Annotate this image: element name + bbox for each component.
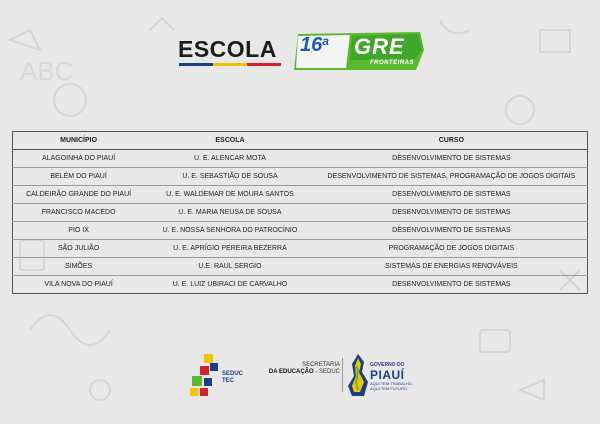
cell-curso: DESENVOLVIMENTO DE SISTEMAS [316,204,588,222]
gre-label: GRE [354,34,405,59]
cell-escola: U. E. ALENCAR MOTA [144,150,316,168]
cell-curso: PROGRAMAÇÃO DE JOGOS DIGITAIS [316,240,588,258]
cell-municipio: PIO IX [13,222,145,240]
cell-escola: U. E. LUIZ UBIRACI DE CARVALHO [144,276,316,294]
footer-divider [342,358,343,392]
cell-curso: SISTEMAS DE ENERGIAS RENOVÁVEIS [316,258,588,276]
cell-escola: U. E. MARIA NEUSA DE SOUSA [144,204,316,222]
table-row [13,240,588,258]
header-municipio: MUNICÍPIO [13,132,145,150]
cell-curso: DESENVOLVIMENTO DE SISTEMAS [316,276,588,294]
table-row [13,276,588,294]
cell-curso: DESENVOLVIMENTO DE SISTEMAS [316,150,588,168]
gre-sublabel: FRONTEIRAS [370,60,414,66]
table-row [13,186,588,204]
cell-municipio: VILA NOVA DO PIAUÍ [13,276,145,294]
footer-logos [0,350,600,410]
table-row [13,222,588,240]
escola-underline [179,63,281,66]
cell-escola: U.E. RAUL SERGIO [144,258,316,276]
gre-number: 16$^a$ [300,34,329,56]
cell-municipio: BELÉM DO PIAUÍ [13,168,145,186]
table-row [13,150,588,168]
governo-do-label: GOVERNO DO [370,362,405,368]
cell-escola: U. E. APRÍGIO PEREIRA BEZERRA [144,240,316,258]
cell-curso: DESENVOLVIMENTO DE SISTEMAS [316,222,588,240]
piaui-label: PIAUÍ [370,368,405,382]
cell-municipio: CALDEIRÃO GRANDE DO PIAUÍ [13,186,145,204]
header-logo [0,30,600,74]
table-row [13,204,588,222]
secretaria-educacao-label: SECRETARIA DA EDUCAÇÃO - SEDUC [268,362,340,375]
svg-text:ABC: ABC [20,56,74,86]
cell-escola: U. E. NOSSA SENHORA DO PATROCÍNIO [144,222,316,240]
cell-municipio: FRANCISCO MACEDO [13,204,145,222]
seduc-tec-label: SEDUC TEC [222,371,244,384]
cell-municipio: ALAGOINHA DO PIAUÍ [13,150,145,168]
table-header-row [13,132,588,150]
seduc-tec-logo-icon [186,352,222,398]
header-escola: ESCOLA [144,132,316,150]
table-row [13,168,588,186]
cell-municipio: SÃO JULIÃO [13,240,145,258]
piaui-map-icon [346,352,370,398]
header-curso: CURSO [316,132,588,150]
cell-escola: U. E. WALDEMAR DE MOURA SANTOS [144,186,316,204]
piaui-slogan: AQUI TEM TRABALHO, AQUI TEM FUTURO. [370,381,413,391]
escola-logo-text: ESCOLA [178,36,277,62]
table-row [13,258,588,276]
schools-table [12,131,588,294]
cell-curso: DESENVOLVIMENTO DE SISTEMAS, PROGRAMAÇÃO DE JOGOS DIGITAIS [316,168,588,186]
cell-curso: DESENVOLVIMENTO DE SISTEMAS [316,186,588,204]
cell-escola: U. E. SEBASTIÃO DE SOUSA [144,168,316,186]
cell-municipio: SIMÕES [13,258,145,276]
